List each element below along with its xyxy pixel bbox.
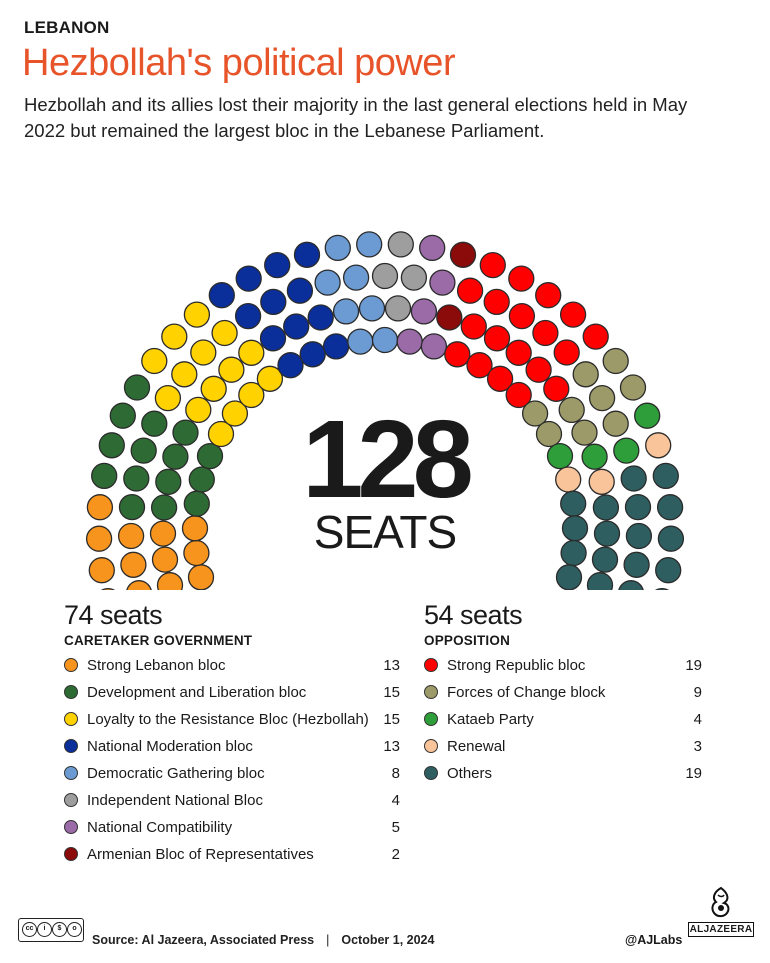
legend-item-renewal xyxy=(424,737,702,764)
seat-forces-of-change-block xyxy=(572,420,597,445)
seat-strong-republic-bloc xyxy=(509,304,534,329)
seat-loyalty-to-the-resistance-bloc-hezbollah xyxy=(191,340,216,365)
seat-national-moderation-bloc xyxy=(261,289,286,314)
legend-swatch xyxy=(64,820,78,834)
legend-label: National Moderation bloc xyxy=(87,738,253,755)
seat-forces-of-change-block xyxy=(559,397,584,422)
seat-strong-republic-bloc xyxy=(445,342,470,367)
legend-swatch xyxy=(64,739,78,753)
seat-strong-republic-bloc xyxy=(544,376,569,401)
seat-others xyxy=(595,521,620,546)
seat-renewal xyxy=(646,433,671,458)
seat-national-moderation-bloc xyxy=(236,304,261,329)
kicker: LEBANON xyxy=(24,18,110,37)
government-seats: 74 seats xyxy=(64,600,163,630)
seat-national-moderation-bloc xyxy=(300,342,325,367)
legend-value: 3 xyxy=(693,738,702,755)
seat-national-moderation-bloc xyxy=(295,242,320,267)
seat-forces-of-change-block xyxy=(590,386,615,411)
seat-loyalty-to-the-resistance-bloc-hezbollah xyxy=(162,324,187,349)
legend-swatch xyxy=(64,712,78,726)
seat-national-compatibility xyxy=(397,329,422,354)
seat-strong-republic-bloc xyxy=(480,253,505,278)
seat-national-moderation-bloc xyxy=(284,314,309,339)
seat-development-and-liberation-bloc xyxy=(152,495,177,520)
seat-strong-republic-bloc xyxy=(561,302,586,327)
legend-swatch xyxy=(64,793,78,807)
government-heading: CARETAKER GOVERNMENT xyxy=(64,633,253,648)
legend-value: 5 xyxy=(391,819,400,836)
seat-strong-lebanon-bloc xyxy=(119,524,144,549)
legend-value: 4 xyxy=(693,711,702,728)
seat-strong-republic-bloc xyxy=(509,266,534,291)
seat-others xyxy=(557,565,582,590)
legend-value: 4 xyxy=(391,792,400,809)
legend-label: Development and Liberation bloc xyxy=(87,684,307,701)
page-title: Hezbollah's political power xyxy=(22,42,456,84)
seat-strong-republic-bloc xyxy=(484,289,509,314)
legend-item-strong-republic-bloc xyxy=(424,656,702,683)
seat-strong-republic-bloc xyxy=(485,326,510,351)
seat-independent-national-bloc xyxy=(388,232,413,257)
seat-strong-lebanon-bloc xyxy=(153,547,178,572)
seat-others xyxy=(621,466,646,491)
seat-national-moderation-bloc xyxy=(278,353,303,378)
legend-item-strong-lebanon-bloc xyxy=(64,656,400,683)
seat-loyalty-to-the-resistance-bloc-hezbollah xyxy=(155,386,180,411)
seat-strong-lebanon-bloc xyxy=(121,552,146,577)
seat-loyalty-to-the-resistance-bloc-hezbollah xyxy=(212,321,237,346)
seat-others xyxy=(588,573,613,590)
legend-value: 15 xyxy=(383,684,400,701)
legend-label: Forces of Change block xyxy=(447,684,606,701)
seat-national-moderation-bloc xyxy=(324,334,349,359)
legend-swatch xyxy=(64,685,78,699)
seat-democratic-gathering-bloc xyxy=(348,329,373,354)
ajlabs-handle: @AJLabs xyxy=(625,933,683,947)
legend-value: 9 xyxy=(693,684,702,701)
aljazeera-logo xyxy=(688,886,754,937)
source-line xyxy=(92,933,434,947)
seat-national-moderation-bloc xyxy=(265,253,290,278)
seat-national-moderation-bloc xyxy=(308,305,333,330)
legend-swatch xyxy=(64,658,78,672)
total-seats-label: SEATS xyxy=(313,506,457,558)
legend-government xyxy=(64,600,400,872)
seat-loyalty-to-the-resistance-bloc-hezbollah xyxy=(172,362,197,387)
subtitle: Hezbollah and its allies lost their majority in the last general elections held in May 2022 but remained the largest bloc in the Lebanese Parliament. xyxy=(24,94,688,141)
legend-value: 19 xyxy=(685,765,702,782)
seat-armenian-bloc-of-representatives xyxy=(437,305,462,330)
seat-strong-lebanon-bloc xyxy=(189,565,214,590)
seat-forces-of-change-block xyxy=(621,375,646,400)
seat-forces-of-change-block xyxy=(603,411,628,436)
seat-strong-lebanon-bloc xyxy=(184,541,209,566)
seat-others xyxy=(658,526,683,551)
seat-others xyxy=(626,495,651,520)
seat-development-and-liberation-bloc xyxy=(120,495,145,520)
seat-strong-lebanon-bloc xyxy=(158,573,183,590)
footer xyxy=(0,918,770,958)
seat-strong-lebanon-bloc xyxy=(96,589,121,590)
seat-strong-lebanon-bloc xyxy=(87,495,112,520)
seat-forces-of-change-block xyxy=(603,349,628,374)
seat-others xyxy=(561,491,586,516)
legend-item-others xyxy=(424,764,702,791)
seat-national-compatibility xyxy=(421,334,446,359)
seat-democratic-gathering-bloc xyxy=(344,265,369,290)
seat-democratic-gathering-bloc xyxy=(360,296,385,321)
seat-development-and-liberation-bloc xyxy=(163,444,188,469)
legend-label: Renewal xyxy=(447,738,506,755)
legend-value: 2 xyxy=(391,846,400,863)
seat-others xyxy=(656,558,681,583)
seat-strong-lebanon-bloc xyxy=(87,526,112,551)
seat-democratic-gathering-bloc xyxy=(357,232,382,257)
legend-label: Armenian Bloc of Representatives xyxy=(87,846,314,863)
legend-value: 8 xyxy=(391,765,400,782)
legend-swatch xyxy=(424,658,438,672)
seat-development-and-liberation-bloc xyxy=(173,420,198,445)
seat-others xyxy=(619,581,644,590)
seat-national-moderation-bloc xyxy=(236,266,261,291)
seat-armenian-bloc-of-representatives xyxy=(451,242,476,267)
seat-democratic-gathering-bloc xyxy=(373,328,398,353)
legend-value: 13 xyxy=(383,657,400,674)
seat-strong-republic-bloc xyxy=(536,283,561,308)
seat-loyalty-to-the-resistance-bloc-hezbollah xyxy=(142,349,167,374)
legend-swatch xyxy=(424,766,438,780)
legend-value: 13 xyxy=(383,738,400,755)
source-date: October 1, 2024 xyxy=(341,933,435,947)
seat-development-and-liberation-bloc xyxy=(142,411,167,436)
seat-development-and-liberation-bloc xyxy=(131,438,156,463)
seat-forces-of-change-block xyxy=(573,362,598,387)
legend-label: Democratic Gathering bloc xyxy=(87,765,265,782)
seat-democratic-gathering-bloc xyxy=(315,270,340,295)
seat-national-compatibility xyxy=(411,299,436,324)
creative-commons-icon: cc i $ o xyxy=(18,918,84,942)
seat-loyalty-to-the-resistance-bloc-hezbollah xyxy=(219,357,244,382)
opposition-legend-list xyxy=(424,656,702,791)
seat-strong-lebanon-bloc xyxy=(151,521,176,546)
seat-kataeb-party xyxy=(548,444,573,469)
seat-others xyxy=(561,541,586,566)
legend-label: National Compatibility xyxy=(87,819,233,836)
aljazeera-emblem-icon xyxy=(706,886,736,920)
legend-item-independent-national-bloc xyxy=(64,791,400,818)
legend-swatch xyxy=(424,685,438,699)
seat-strong-republic-bloc xyxy=(526,357,551,382)
legend-opposition xyxy=(424,600,702,791)
seat-kataeb-party xyxy=(614,438,639,463)
seat-renewal xyxy=(556,467,581,492)
legend-label: Strong Lebanon bloc xyxy=(87,657,226,674)
legend-label: Kataeb Party xyxy=(447,711,534,728)
legend-item-development-and-liberation-bloc xyxy=(64,683,400,710)
total-seats-number: 128 xyxy=(302,398,468,521)
seat-development-and-liberation-bloc xyxy=(189,467,214,492)
legend-label: Loyalty to the Resistance Bloc (Hezbollah) xyxy=(87,711,369,728)
seat-national-moderation-bloc xyxy=(261,326,286,351)
seat-loyalty-to-the-resistance-bloc-hezbollah xyxy=(184,302,209,327)
seat-others xyxy=(624,552,649,577)
legend-item-national-compatibility xyxy=(64,818,400,845)
legend-label: Strong Republic bloc xyxy=(447,657,586,674)
seat-democratic-gathering-bloc xyxy=(334,299,359,324)
seat-strong-lebanon-bloc xyxy=(127,581,152,590)
seat-kataeb-party xyxy=(635,403,660,428)
seat-development-and-liberation-bloc xyxy=(156,469,181,494)
source-text: Source: Al Jazeera, Associated Press xyxy=(92,933,315,947)
seat-others xyxy=(653,463,678,488)
seat-development-and-liberation-bloc xyxy=(99,433,124,458)
legend-value: 19 xyxy=(685,657,702,674)
seat-strong-lebanon-bloc xyxy=(183,516,208,541)
legend-label: Others xyxy=(447,765,493,782)
legend-item-kataeb-party xyxy=(424,710,702,737)
seat-strong-republic-bloc xyxy=(461,314,486,339)
legend-swatch xyxy=(424,712,438,726)
seat-strong-lebanon-bloc xyxy=(89,558,114,583)
government-legend-list xyxy=(64,656,400,872)
seat-strong-republic-bloc xyxy=(554,340,579,365)
opposition-heading: OPPOSITION xyxy=(424,633,511,648)
seat-others xyxy=(658,495,683,520)
seat-independent-national-bloc xyxy=(401,265,426,290)
seat-loyalty-to-the-resistance-bloc-hezbollah xyxy=(201,376,226,401)
seat-strong-republic-bloc xyxy=(583,324,608,349)
seat-loyalty-to-the-resistance-bloc-hezbollah xyxy=(186,397,211,422)
seat-others xyxy=(626,524,651,549)
seat-development-and-liberation-bloc xyxy=(124,466,149,491)
seat-strong-republic-bloc xyxy=(533,321,558,346)
seat-kataeb-party xyxy=(582,444,607,469)
seat-development-and-liberation-bloc xyxy=(92,463,117,488)
legend-item-loyalty-to-the-resistance-bloc-hezbollah xyxy=(64,710,400,737)
legend-swatch xyxy=(424,739,438,753)
seat-strong-republic-bloc xyxy=(458,278,483,303)
legend-item-national-moderation-bloc xyxy=(64,737,400,764)
seat-national-moderation-bloc xyxy=(287,278,312,303)
seat-development-and-liberation-bloc xyxy=(125,375,150,400)
legend-item-democratic-gathering-bloc xyxy=(64,764,400,791)
opposition-seats: 54 seats xyxy=(424,600,523,630)
legend-swatch xyxy=(64,847,78,861)
seat-others xyxy=(593,547,618,572)
legend-item-armenian-bloc-of-representatives xyxy=(64,845,400,872)
seat-others xyxy=(650,589,675,590)
seat-independent-national-bloc xyxy=(373,264,398,289)
seat-independent-national-bloc xyxy=(386,296,411,321)
seat-others xyxy=(593,495,618,520)
legend-label: Independent National Bloc xyxy=(87,792,263,809)
seat-national-compatibility xyxy=(430,270,455,295)
legend-item-forces-of-change-block xyxy=(424,683,702,710)
source-separator: | xyxy=(326,933,330,947)
seat-democratic-gathering-bloc xyxy=(325,235,350,260)
seat-national-moderation-bloc xyxy=(209,283,234,308)
brand-wordmark: ALJAZEERA xyxy=(689,924,753,935)
seat-forces-of-change-block xyxy=(537,422,562,447)
seat-development-and-liberation-bloc xyxy=(184,491,209,516)
legend-value: 15 xyxy=(383,711,400,728)
seat-development-and-liberation-bloc xyxy=(198,444,223,469)
seat-renewal xyxy=(589,469,614,494)
seat-development-and-liberation-bloc xyxy=(110,403,135,428)
seat-national-compatibility xyxy=(420,235,445,260)
seat-strong-republic-bloc xyxy=(506,340,531,365)
seat-others xyxy=(563,516,588,541)
legend-swatch xyxy=(64,766,78,780)
seat-loyalty-to-the-resistance-bloc-hezbollah xyxy=(239,340,264,365)
